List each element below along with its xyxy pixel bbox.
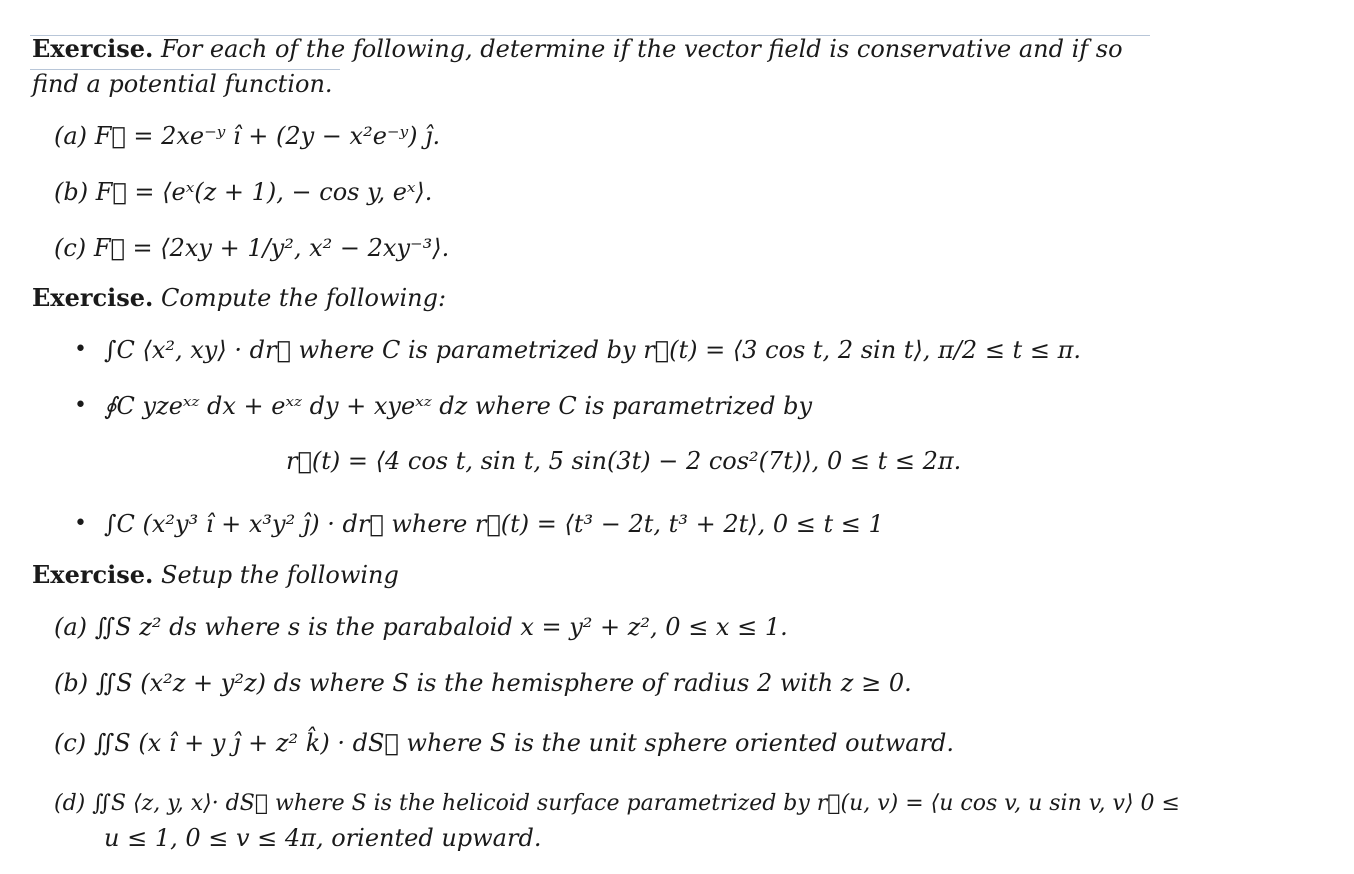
exercise-2-item-2: ∮C yzeˣᶻ dx + eˣᶻ dy + xyeˣᶻ dz where C is parametrized by bbox=[104, 392, 812, 420]
exercise-2-item-1: ∫C ⟨x², xy⟩ · dr⃗ where C is parametrized by r⃗(t) = ⟨3 cos t, 2 sin t⟩, π/2 ≤ t ≤ π. bbox=[104, 336, 1081, 364]
item-tag: (c) bbox=[54, 729, 87, 757]
exercise-1-item-c bbox=[54, 233, 449, 263]
exercise-2-item-2-display: r⃗(t) = ⟨4 cos t, sin t, 5 sin(3t) − 2 cos²(7t)⟩, 0 ≤ t ≤ 2π. bbox=[286, 447, 962, 475]
item-tag: (d) bbox=[54, 791, 86, 816]
item-math: F⃗ = ⟨2xy + 1/y², x² − 2xy⁻³⟩. bbox=[93, 234, 450, 262]
item-tag: (b) bbox=[54, 178, 89, 206]
exercise-heading: Exercise. bbox=[32, 34, 154, 63]
exercise-3-item-c bbox=[54, 728, 954, 758]
item-math: F⃗ = ⟨eˣ(z + 1), − cos y, eˣ⟩. bbox=[95, 178, 433, 206]
item-math: ∬S ⟨z, y, x⟩· dS⃗ where S is the helicoid surface parametrized by r⃗(u, v) = ⟨u cos v, u sin v, v⟩ 0 ≤ bbox=[92, 791, 1180, 816]
item-math: ∬S (x²z + y²z) ds where S is the hemisphere of radius 2 with z ≥ 0. bbox=[95, 669, 912, 697]
exercise-1-item-b bbox=[54, 177, 432, 207]
item-math: F⃗ = 2xe⁻ʸ î + (2y − x²e⁻ʸ) ĵ. bbox=[94, 122, 441, 150]
exercise-3-item-b bbox=[54, 668, 912, 698]
exercise-1-line-2: find a potential function. bbox=[32, 70, 333, 98]
item-tag: (b) bbox=[54, 669, 89, 697]
exercise-2-line-1 bbox=[32, 283, 446, 313]
item-math: ∬S z² ds where s is the parabaloid x = y² + z², 0 ≤ x ≤ 1. bbox=[94, 613, 788, 641]
item-math: ∬S (x î + y ĵ + z² k̂) · dS⃗ where S is the unit sphere oriented outward. bbox=[93, 729, 955, 757]
exercise-2-item-3: ∫C (x²y³ î + x³y² ĵ) · dr⃗ where r⃗(t) = ⟨t³ − 2t, t³ + 2t⟩, 0 ≤ t ≤ 1 bbox=[104, 510, 884, 538]
exercise-3-item-d bbox=[54, 789, 1180, 819]
exercise-1-line-1 bbox=[32, 34, 1123, 64]
item-tag: (a) bbox=[54, 122, 88, 150]
exercise-3-item-a bbox=[54, 612, 788, 642]
exercise-prompt: Setup the following bbox=[161, 561, 399, 589]
item-tag: (c) bbox=[54, 234, 87, 262]
exercise-3-item-d-continued: u ≤ 1, 0 ≤ v ≤ 4π, oriented upward. bbox=[104, 824, 542, 852]
bullet-icon: • bbox=[74, 393, 87, 418]
exercise-heading: Exercise. bbox=[32, 283, 154, 312]
exercise-1-item-a bbox=[54, 121, 440, 151]
exercise-prompt: Compute the following: bbox=[161, 284, 447, 312]
item-tag: (a) bbox=[54, 613, 88, 641]
bullet-icon: • bbox=[74, 511, 87, 536]
exercise-heading: Exercise. bbox=[32, 560, 154, 589]
exercise-3-line-1 bbox=[32, 560, 399, 590]
exercise-prompt: For each of the following, determine if the vector field is conservative and if so bbox=[161, 35, 1123, 63]
bullet-icon: • bbox=[74, 337, 87, 362]
